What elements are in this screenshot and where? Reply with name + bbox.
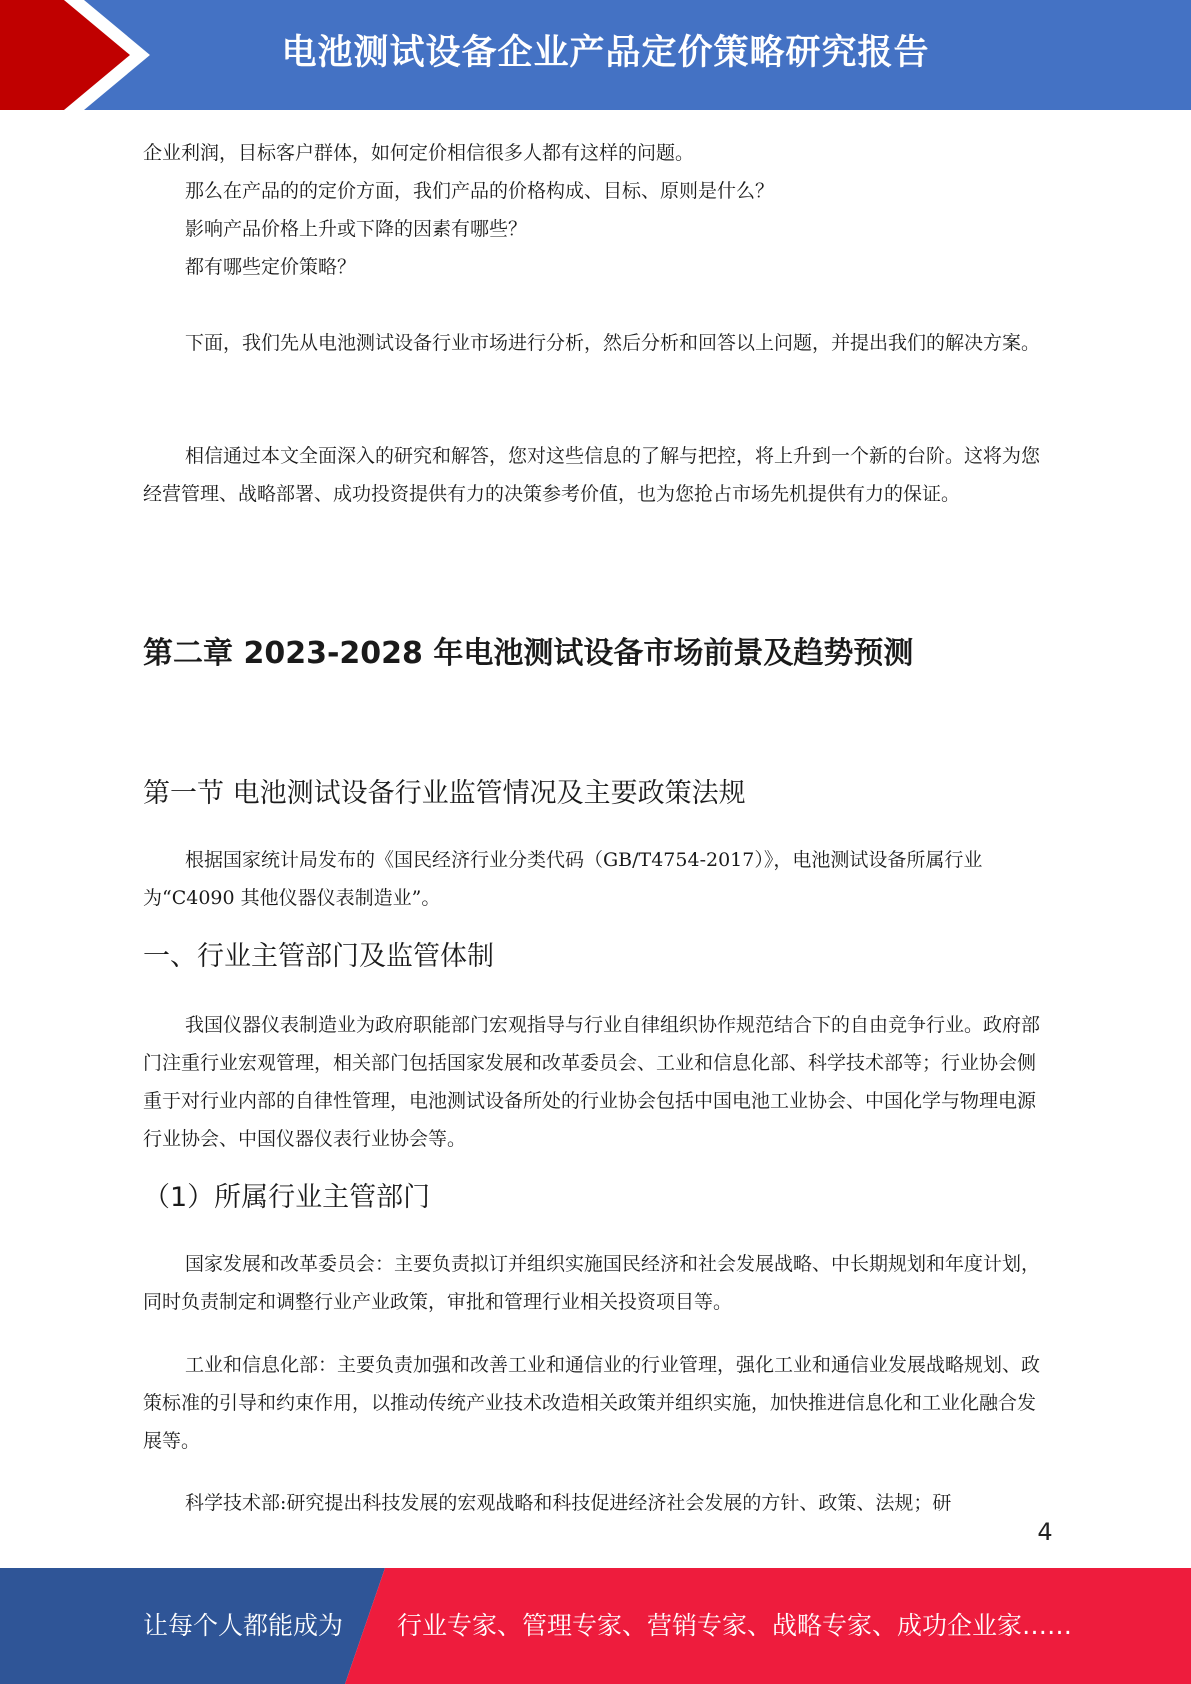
item-heading: （1）所属行业主管部门	[143, 1182, 431, 1213]
footer-slogan-right: 行业专家、管理专家、营销专家、战略专家、成功企业家……	[397, 1611, 1073, 1640]
report-title: 电池测试设备企业产品定价策略研究报告	[281, 33, 930, 73]
intro-paragraph-3: 影响产品价格上升或下降的因素有哪些？	[185, 218, 528, 240]
footer-slogan-left: 让每个人都能成为	[143, 1611, 344, 1640]
section-heading: 第一节 电池测试设备行业监管情况及主要政策法规	[143, 778, 746, 809]
footer-banner	[0, 1568, 1191, 1684]
item-paragraph-1: 国家发展和改革委员会：主要负责拟订并组织实施国民经济和社会发展战略、中长期规划和年度计划，同时负责制定和调整行业产业政策，审批和管理行业相关投资项目等。	[143, 1253, 1041, 1313]
intro-paragraph-1: 企业利润，目标客户群体，如何定价相信很多人都有这样的问题。	[143, 142, 695, 164]
item-paragraph-3: 科学技术部:研究提出科技发展的宏观战略和科技促进经济社会发展的方针、政策、法规；研	[185, 1492, 952, 1514]
header-banner	[0, 0, 1191, 110]
intro-paragraph-6: 相信通过本文全面深入的研究和解答，您对这些信息的了解与把控，将上升到一个新的台阶。这将为您经营管理、战略部署、成功投资提供有力的决策参考价值，也为您抢占市场先机提供有力的保证。	[143, 445, 1041, 505]
item-paragraph-2: 工业和信息化部：主要负责加强和改善工业和通信业的行业管理，强化工业和通信业发展战略规划、政策标准的引导和约束作用，以推动传统产业技术改造相关政策并组织实施，加快推进信息化和工业化融合发展等。	[143, 1354, 1041, 1452]
intro-paragraph-4: 都有哪些定价策略？	[185, 256, 357, 278]
intro-paragraph-2: 那么在产品的的定价方面，我们产品的价格构成、目标、原则是什么？	[185, 180, 775, 202]
page-number: 4	[1037, 1518, 1053, 1546]
section-paragraph: 根据国家统计局发布的《国民经济行业分类代码（GB/T4754-2017）》，电池测试设备所属行业为“C4090 其他仪器仪表制造业”。	[143, 849, 983, 909]
subsection-paragraph: 我国仪器仪表制造业为政府职能部门宏观指导与行业自律组织协作规范结合下的自由竞争行业。政府部门注重行业宏观管理，相关部门包括国家发展和改革委员会、工业和信息化部、科学技术部等；行业协会侧重于对行业内部的自律性管理，电池测试设备所处的行业协会包括中国电池工业协会、中国化学与物理电源行业协会、中国仪器仪表行业协会等。	[143, 1014, 1041, 1150]
intro-paragraph-5: 下面，我们先从电池测试设备行业市场进行分析，然后分析和回答以上问题，并提出我们的解决方案。	[185, 332, 1041, 354]
subsection-heading: 一、行业主管部门及监管体制	[143, 941, 494, 972]
chapter-heading: 第二章 2023-2028 年电池测试设备市场前景及趋势预测	[143, 636, 914, 671]
